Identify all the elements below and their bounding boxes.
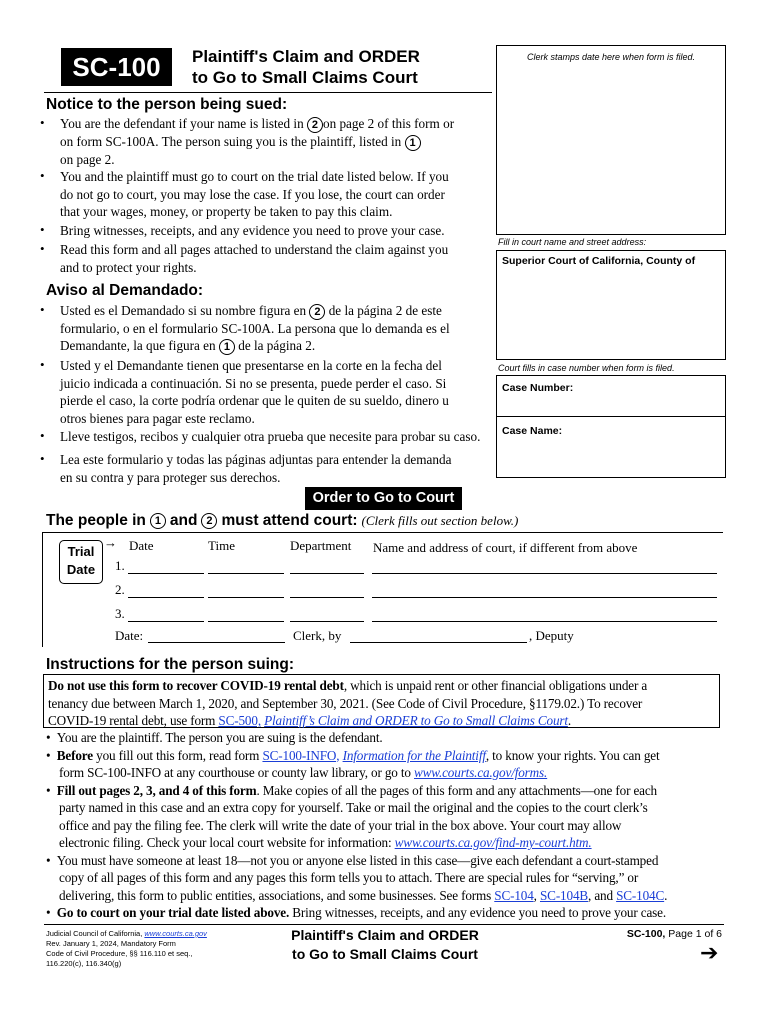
item-2-icon: 2 [201, 513, 217, 529]
notice-bullet-1: You are the defendant if your name is listed in 2 on page 2 of this form or on form SC-100A. The person suing you is the plaintiff, listed in 1 on page 2. [60, 116, 455, 167]
footer-citation: Judicial Council of California, www.courts.ca.gov Rev. January 1, 2024, Mandatory Form Code of Civil Procedure, §§ 116.110 et seq., 116.220(c), 116.340(g) [46, 929, 207, 968]
bullet: • [40, 451, 45, 466]
attend-court-line: The people in 1 and 2 must attend court: (Clerk fills out section below.) [46, 512, 519, 529]
form-number-badge: SC-100 [61, 48, 172, 86]
court-fill-label: Fill in court name and street address: [498, 237, 647, 247]
row-1-address-field[interactable] [372, 573, 717, 574]
sc-104b-link[interactable]: SC-104B [539, 887, 589, 903]
row-2-time-field[interactable] [208, 597, 284, 598]
case-divider [497, 416, 725, 417]
courts-forms-link[interactable]: www.courts.ca.gov/forms. [414, 765, 548, 780]
notice-bullet-4: Read this form and all pages attached to understand the claim against you and to protect your rights. [60, 242, 449, 275]
item-1-icon: 1 [219, 339, 235, 355]
arrow-icon: → [104, 535, 117, 550]
clerk-by-label: Clerk, by [293, 628, 342, 643]
footer-rule [44, 924, 724, 925]
title-line-2: to Go to Small Claims Court [192, 68, 418, 87]
row-2-number: 2. [115, 582, 125, 597]
aviso-bullet-2: Usted y el Demandante tienen que presentarse en la corte en la fecha del juicio indicada a continuación. Si no se presenta, puede perder el caso. Si pierde el caso, la corte podría ordenar que le quiten de su sueldo, dinero u otros bienes para pagar este reclamo. [60, 358, 449, 426]
notice-bullet-2: You and the plaintiff must go to court on the trial date listed below. If you do not go to court, you may lose the case. If you lose, the court can order that your wages, money, or property be taken to pay this claim. [60, 169, 449, 219]
row-2-date-field[interactable] [128, 597, 204, 598]
covid-notice-box: Do not use this form to recover COVID-19 rental debt, which is unpaid rent or other financial obligations under a tenancy due between March 1, 2020, and September 30, 2021. (See Code of Civil Procedure, §1179.02.) To recover COVID-19 rental debt, use form SC-500, Plaintiff’s Claim and ORDER to Go to Small Claims Court. [43, 674, 720, 728]
next-page-arrow-icon[interactable]: ➔ [700, 940, 719, 965]
header-rule [44, 92, 492, 93]
sc-100-info-link[interactable]: SC-100-INFO, [262, 747, 340, 763]
case-fill-label: Court fills in case number when form is filed. [498, 363, 675, 373]
instruction-5: • Go to court on your trial date listed above. Bring witnesses, receipts, and any evidence you need to prove your case. [46, 905, 666, 920]
instruction-2: • Before you fill out this form, read form SC-100-INFO, Information for the Plaintiff, to know your rights. You can get [46, 747, 660, 763]
notice-heading: Notice to the person being sued: [46, 96, 288, 113]
col-date: Date [129, 538, 154, 553]
court-name-box[interactable] [496, 250, 726, 360]
row-1-date-field[interactable] [128, 573, 204, 574]
bullet: • [40, 357, 45, 372]
aviso-heading: Aviso al Demandado: [46, 282, 204, 299]
deputy-label: , Deputy [529, 628, 574, 643]
row-3-number: 3. [115, 606, 125, 621]
col-address: Name and address of court, if different from above [373, 540, 638, 555]
instruction-1: • You are the plaintiff. The person you are suing is the defendant. [46, 730, 383, 745]
bullet: • [40, 302, 45, 317]
aviso-bullet-4: Lea este formulario y todas las páginas adjuntas para entender la demanda en su contra y para proteger sus derechos. [60, 452, 452, 485]
row-3-time-field[interactable] [208, 621, 284, 622]
sc-104-link[interactable]: SC-104 [494, 887, 534, 903]
aviso-bullet-3: Lleve testigos, recibos y cualquier otra prueba que necesite para probar su caso. [60, 429, 481, 444]
col-department: Department [290, 538, 352, 553]
bullet: • [40, 115, 45, 130]
clerk-signature-field[interactable] [350, 642, 527, 643]
clerk-date-field[interactable] [148, 642, 285, 643]
item-2-icon: 2 [309, 304, 325, 320]
page-title [192, 46, 420, 88]
item-1-icon: 1 [405, 135, 421, 151]
sc-500-title-link[interactable]: Plaintiff’s Claim and ORDER to Go to Small Claims Court [264, 713, 568, 728]
row-1-number: 1. [115, 558, 125, 573]
clerk-stamp-label: Clerk stamps date here when form is filed. [526, 52, 696, 62]
footer-title: Plaintiff's Claim and ORDER to Go to Small Claims Court [291, 927, 479, 962]
row-3-date-field[interactable] [128, 621, 204, 622]
trial-date-label: Trial Date [59, 540, 103, 584]
bullet: • [40, 428, 45, 443]
row-2-address-field[interactable] [372, 597, 717, 598]
row-3-department-field[interactable] [290, 621, 364, 622]
aviso-bullet-1: Usted es el Demandado si su nombre figura en 2 de la página 2 de este formulario, o en el formulario SC-100A. La persona que lo demanda es el Demandante, la que figura en 1 de la página 2. [60, 303, 450, 354]
info-plaintiff-link[interactable]: Information for the Plaintiff [342, 747, 486, 763]
item-2-icon: 2 [307, 117, 323, 133]
item-1-icon: 1 [150, 513, 166, 529]
find-my-court-link[interactable]: www.courts.ca.gov/find-my-court.htm. [394, 835, 592, 850]
row-3-address-field[interactable] [372, 621, 717, 622]
notice-bullet-3: Bring witnesses, receipts, and any evidence you need to prove your case. [60, 223, 445, 238]
sc-104c-link[interactable]: SC-104C [616, 887, 665, 903]
instruction-3: • Fill out pages 2, 3, and 4 of this form. Make copies of all the pages of this form and any attachments—one for each [46, 782, 658, 798]
col-time: Time [208, 538, 235, 553]
instructions-list: • You are the plaintiff. The person you are suing is the defendant. • Before you fill out this form, read form SC-100-INFO, Information for the Plaintiff, to know your rights. You can get form SC-100-INFO at any courthouse or county law library, or go to www.courts.ca.gov/forms. • Fill out pages 2, 3, and 4 of this form. Make copies of all the pages of this form and any attachments—one for each party named in this case and an extra copy for yourself. Take or mail the original and the copies to the court clerk’s office and pay the filing fee. The clerk will write the date of your trial in the box above. Your court may allow electronic filing. Check your local court website for information: www.courts.ca.gov/find-my-court.htm. • You must have someone at least 18—not you or anyone else listed in this case—give each defendant a court-stamped copy of all pages of this form and any pages this form tells you to attach. There are special rules for “serving,” or delivering, this form to public entities, associations, and some businesses. See forms SC-104, SC-104B, and SC-104C. • Go to court on your trial date listed above. Bring witnesses, receipts, and any evidence you need to prove your case. [46, 729, 726, 922]
case-number-label: Case Number: [502, 382, 574, 394]
clerk-stamp-box[interactable] [496, 45, 726, 235]
case-box[interactable] [496, 375, 726, 478]
bullet: • [40, 168, 45, 183]
row-2-department-field[interactable] [290, 597, 364, 598]
page-number: SC-100, Page 1 of 6 [626, 928, 722, 940]
case-name-label: Case Name: [502, 425, 563, 437]
bullet: • [40, 241, 45, 256]
instruction-4: • You must have someone at least 18—not you or anyone else listed in this case—give each defendant a court-stamped [46, 852, 659, 868]
title-line-1: Plaintiff's Claim and ORDER [192, 47, 420, 66]
courts-link[interactable]: www.courts.ca.gov [144, 929, 207, 938]
order-banner: Order to Go to Court [305, 487, 462, 510]
clerk-date-label: Date: [115, 628, 144, 643]
bullet: • [40, 222, 45, 237]
row-1-department-field[interactable] [290, 573, 364, 574]
court-name-label: Superior Court of California, County of [502, 255, 696, 267]
row-1-time-field[interactable] [208, 573, 284, 574]
instructions-heading: Instructions for the person suing: [46, 656, 295, 673]
sc-500-link[interactable]: SC-500, [218, 713, 261, 728]
